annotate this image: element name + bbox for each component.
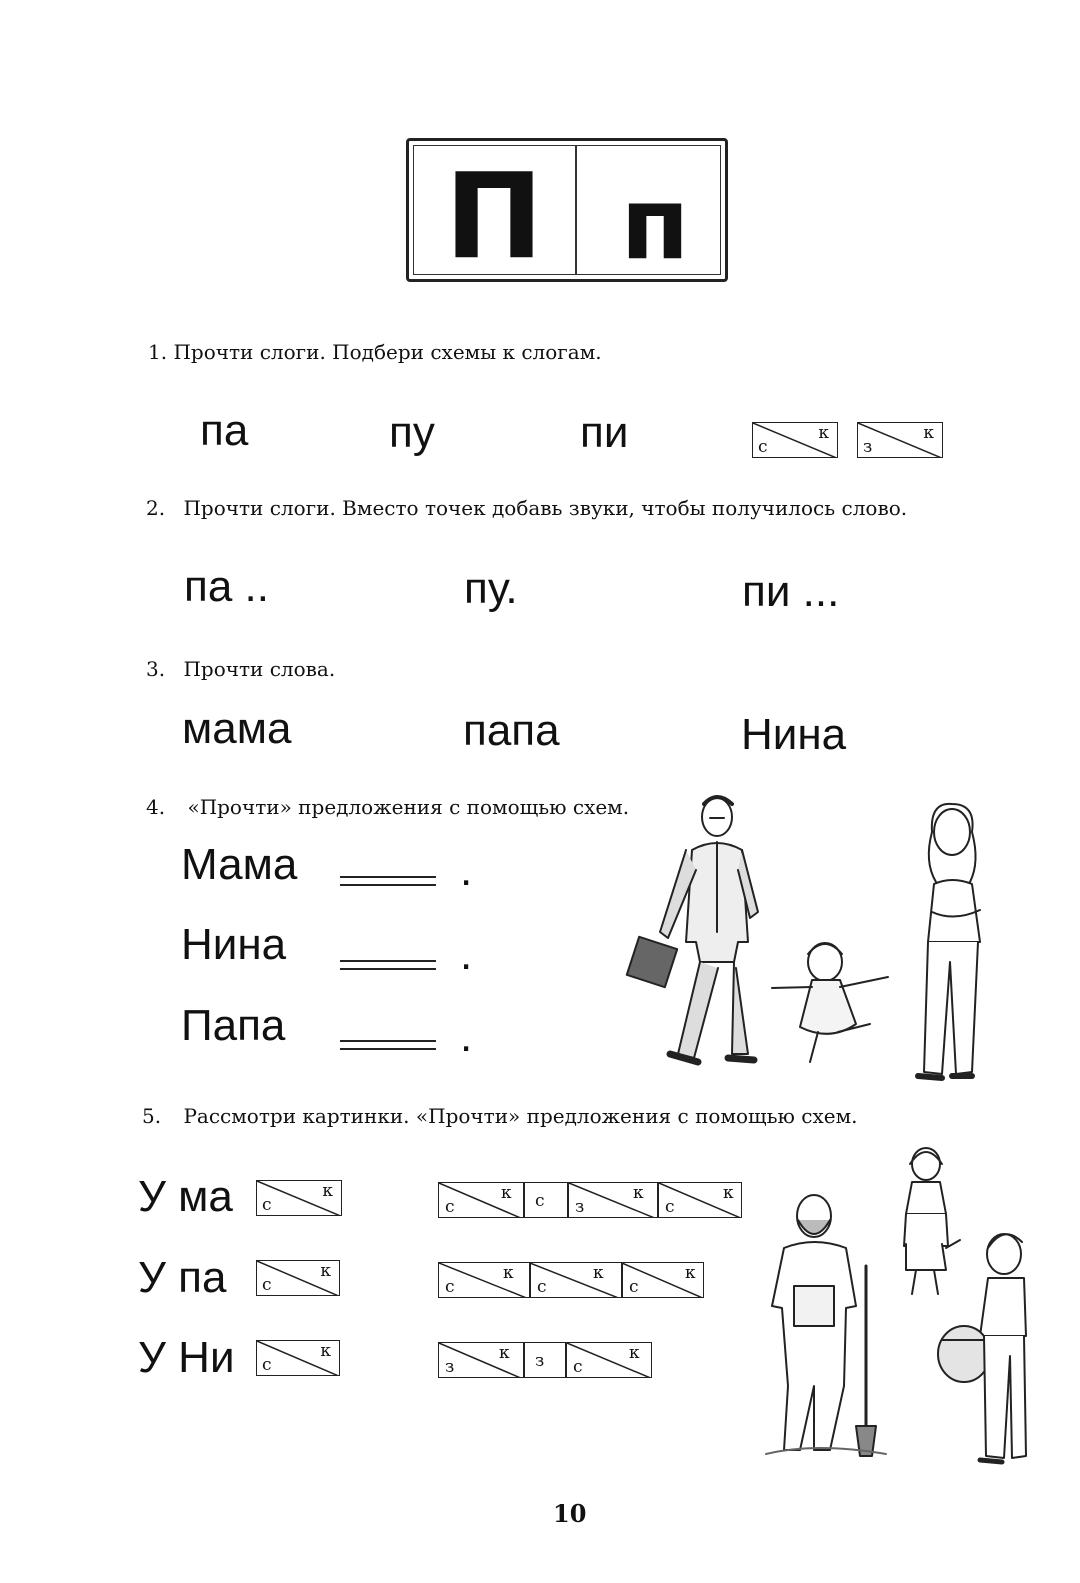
schema-line xyxy=(340,876,436,878)
schema-low-letter: з xyxy=(445,1357,455,1377)
task-3-word: папа xyxy=(463,706,560,755)
sentence-schema xyxy=(438,1182,742,1218)
sentence-period: . xyxy=(460,846,473,895)
task-5-text: Рассмотри картинки. «Прочти» предложения с помощью схем. xyxy=(183,1104,858,1128)
syllable-schema-box xyxy=(256,1180,342,1216)
task-3-word: Нина xyxy=(741,710,847,759)
sentence-schema xyxy=(438,1262,704,1298)
schema-high-letter: к xyxy=(633,1183,644,1203)
task-1-instruction xyxy=(148,340,602,364)
schema-low-letter: с xyxy=(573,1357,583,1377)
sentence-subject: Мама xyxy=(181,840,298,889)
sentence-start: У Ни xyxy=(138,1333,235,1382)
task-1-syllable: пу xyxy=(389,408,435,457)
sentence-period: . xyxy=(460,1012,473,1061)
letter-card xyxy=(406,138,728,285)
schema-separator xyxy=(523,1343,525,1377)
schema-low-letter: с xyxy=(262,1195,272,1215)
task-1-text: Прочти слоги. Подбери схемы к слогам. xyxy=(173,340,602,364)
schema-line xyxy=(340,960,436,962)
schema-high-letter: к xyxy=(818,423,829,443)
sentence-schema xyxy=(438,1342,652,1378)
schema-line xyxy=(340,884,436,886)
task-4-text: «Прочти» предложения с помощью схем. xyxy=(187,795,630,819)
schema-separator xyxy=(529,1263,531,1297)
task-3-word: мама xyxy=(182,704,292,753)
task-2-text: Прочти слоги. Вместо точек добавь звуки, чтобы получилось слово. xyxy=(183,496,908,520)
task-5-number: 5. xyxy=(142,1104,162,1128)
task-1-syllable: па xyxy=(200,406,249,455)
task-5-instruction xyxy=(142,1104,858,1128)
schema-separator xyxy=(523,1183,525,1217)
task-2-syllable: па .. xyxy=(184,562,269,611)
uppercase-letter: П xyxy=(444,147,544,285)
task-4-instruction xyxy=(146,795,629,819)
schema-separator xyxy=(565,1343,567,1377)
schema-high-letter: к xyxy=(322,1181,333,1201)
schema-separator xyxy=(621,1263,623,1297)
schema-high-letter: к xyxy=(320,1341,331,1361)
schema-high-letter: к xyxy=(503,1263,514,1283)
lowercase-letter: п xyxy=(620,165,690,282)
task-4-number: 4. xyxy=(146,795,166,819)
syllable-schema-box xyxy=(256,1260,340,1296)
task-3-instruction xyxy=(146,657,335,681)
page-number: 10 xyxy=(553,1499,587,1528)
task-3-text: Прочти слова. xyxy=(183,657,336,681)
schema-low-letter: з xyxy=(863,437,873,457)
syllable-schema-box xyxy=(857,422,943,458)
schema-low-letter: з xyxy=(575,1197,585,1217)
schema-high-letter: к xyxy=(320,1261,331,1281)
schema-line xyxy=(340,1048,436,1050)
schema-low-letter: с xyxy=(665,1197,675,1217)
schema-low-letter: с xyxy=(445,1277,455,1297)
schema-line xyxy=(340,968,436,970)
schema-low-letter: с xyxy=(262,1275,272,1295)
task-1-syllable: пи xyxy=(580,408,629,457)
schema-separator xyxy=(657,1183,659,1217)
letter-card-frame xyxy=(413,145,721,285)
schema-high-letter: к xyxy=(593,1263,604,1283)
task-3-number: 3. xyxy=(146,657,166,681)
schema-high-letter: к xyxy=(923,423,934,443)
schema-high-letter: к xyxy=(685,1263,696,1283)
syllable-schema-box xyxy=(256,1340,340,1376)
schema-separator xyxy=(567,1183,569,1217)
schema-single-letter: с xyxy=(535,1191,545,1211)
sentence-start: У па xyxy=(138,1253,227,1302)
schema-low-letter: с xyxy=(537,1277,547,1297)
family-walking-illustration xyxy=(620,792,1020,1092)
schema-low-letter: с xyxy=(262,1355,272,1375)
schema-high-letter: к xyxy=(629,1343,640,1363)
family-garden-illustration xyxy=(756,1136,1046,1476)
task-1-number: 1. xyxy=(148,340,168,364)
schema-low-letter: с xyxy=(629,1277,639,1297)
sentence-start: У ма xyxy=(138,1172,233,1221)
schema-high-letter: к xyxy=(501,1183,512,1203)
task-2-syllable: пи ... xyxy=(742,567,840,616)
task-2-instruction xyxy=(146,496,907,520)
schema-single-letter: з xyxy=(535,1351,545,1371)
task-2-syllable: пу. xyxy=(464,564,518,613)
schema-high-letter: к xyxy=(499,1343,510,1363)
schema-line xyxy=(340,1040,436,1042)
sentence-period: . xyxy=(460,930,473,979)
syllable-schema-box xyxy=(752,422,838,458)
sentence-subject: Папа xyxy=(181,1001,286,1050)
schema-low-letter: с xyxy=(445,1197,455,1217)
schema-low-letter: с xyxy=(758,437,768,457)
sentence-subject: Нина xyxy=(181,920,287,969)
schema-high-letter: к xyxy=(723,1183,734,1203)
task-2-number: 2. xyxy=(146,496,166,520)
